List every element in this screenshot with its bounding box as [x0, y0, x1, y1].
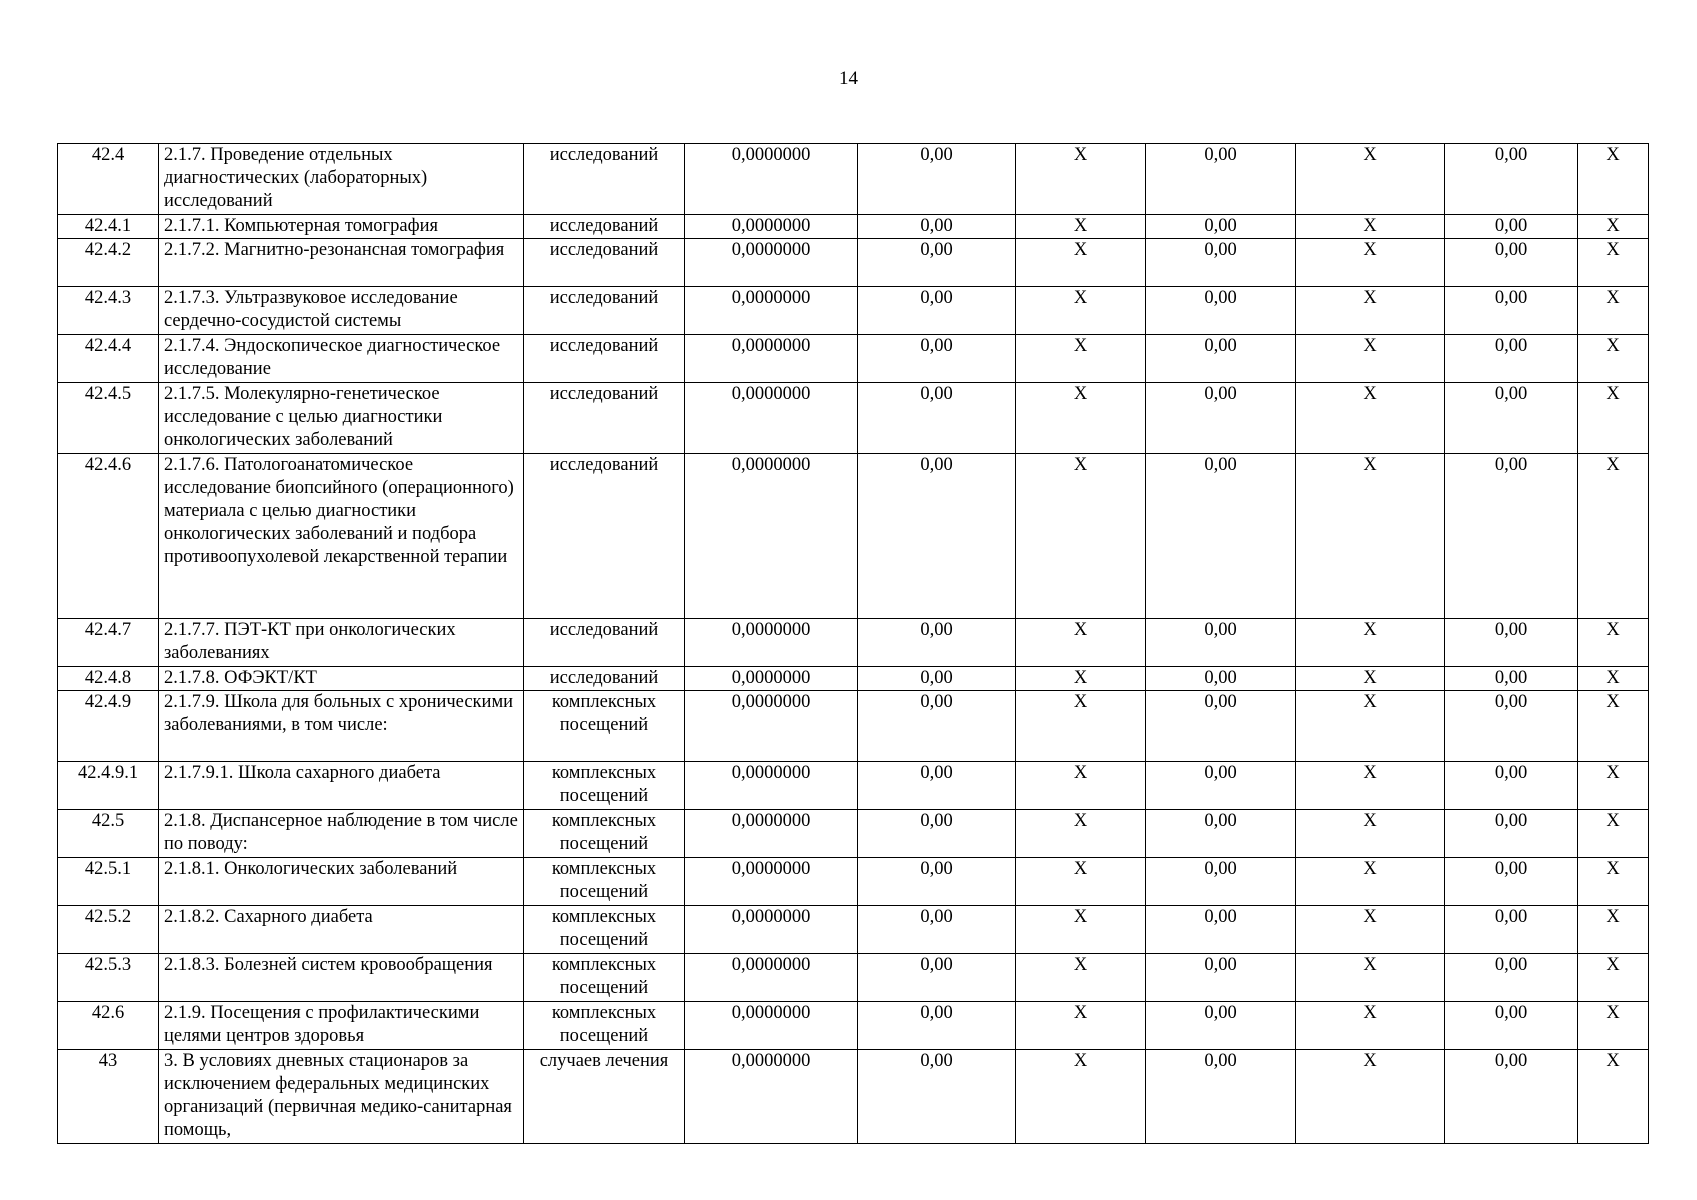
row-unit: случаев лечения [524, 1050, 685, 1144]
row-value-2: 0,00 [1146, 858, 1296, 906]
table-row [58, 810, 1649, 858]
row-value-1: 0,00 [858, 691, 1016, 762]
row-value-3: 0,00 [1445, 691, 1578, 762]
row-value-2: 0,00 [1146, 144, 1296, 215]
row-mark-3: X [1578, 383, 1649, 454]
row-value-1: 0,00 [858, 239, 1016, 287]
table-body [58, 144, 1649, 1144]
row-unit: комплексных посещений [524, 762, 685, 810]
row-mark-3: X [1578, 335, 1649, 383]
row-unit: комплексных посещений [524, 906, 685, 954]
row-number: 42.4.1 [58, 215, 159, 239]
row-mark-2: X [1296, 239, 1445, 287]
table-row [58, 667, 1649, 691]
row-mark-1: X [1016, 906, 1146, 954]
row-value-3: 0,00 [1445, 239, 1578, 287]
row-mark-3: X [1578, 762, 1649, 810]
row-number: 42.4 [58, 144, 159, 215]
table-row [58, 454, 1649, 619]
row-rate: 0,0000000 [685, 144, 858, 215]
row-value-1: 0,00 [858, 1002, 1016, 1050]
row-value-1: 0,00 [858, 667, 1016, 691]
row-mark-2: X [1296, 454, 1445, 619]
row-value-1: 0,00 [858, 906, 1016, 954]
row-mark-3: X [1578, 144, 1649, 215]
row-unit: исследований [524, 667, 685, 691]
table-row [58, 1002, 1649, 1050]
row-value-2: 0,00 [1146, 1050, 1296, 1144]
row-value-2: 0,00 [1146, 335, 1296, 383]
row-rate: 0,0000000 [685, 239, 858, 287]
row-value-3: 0,00 [1445, 954, 1578, 1002]
row-name: 2.1.9. Посещения с профилактическими целями центров здоровья [159, 1002, 524, 1050]
row-value-2: 0,00 [1146, 454, 1296, 619]
row-rate: 0,0000000 [685, 335, 858, 383]
row-mark-1: X [1016, 810, 1146, 858]
row-unit: исследований [524, 335, 685, 383]
row-value-3: 0,00 [1445, 858, 1578, 906]
row-number: 42.5.3 [58, 954, 159, 1002]
row-value-3: 0,00 [1445, 810, 1578, 858]
table-row [58, 144, 1649, 215]
row-value-1: 0,00 [858, 619, 1016, 667]
row-value-3: 0,00 [1445, 287, 1578, 335]
row-mark-2: X [1296, 1050, 1445, 1144]
row-unit: комплексных посещений [524, 954, 685, 1002]
row-rate: 0,0000000 [685, 667, 858, 691]
row-mark-2: X [1296, 287, 1445, 335]
row-mark-2: X [1296, 335, 1445, 383]
row-unit: исследований [524, 287, 685, 335]
row-number: 42.5.2 [58, 906, 159, 954]
row-mark-1: X [1016, 858, 1146, 906]
table-row [58, 287, 1649, 335]
row-unit: исследований [524, 619, 685, 667]
row-mark-1: X [1016, 144, 1146, 215]
row-mark-3: X [1578, 619, 1649, 667]
row-mark-1: X [1016, 383, 1146, 454]
row-mark-3: X [1578, 691, 1649, 762]
row-mark-1: X [1016, 239, 1146, 287]
row-name: 2.1.7.9.1. Школа сахарного диабета [159, 762, 524, 810]
row-name: 2.1.7.7. ПЭТ-КТ при онкологических заболеваниях [159, 619, 524, 667]
row-mark-1: X [1016, 287, 1146, 335]
row-rate: 0,0000000 [685, 691, 858, 762]
row-unit: исследований [524, 239, 685, 287]
row-mark-3: X [1578, 1002, 1649, 1050]
row-value-2: 0,00 [1146, 383, 1296, 454]
row-mark-3: X [1578, 454, 1649, 619]
row-number: 42.4.5 [58, 383, 159, 454]
row-mark-2: X [1296, 762, 1445, 810]
row-value-2: 0,00 [1146, 762, 1296, 810]
row-value-3: 0,00 [1445, 215, 1578, 239]
data-table [57, 143, 1649, 1144]
row-mark-3: X [1578, 858, 1649, 906]
row-value-1: 0,00 [858, 454, 1016, 619]
page-number: 14 [839, 68, 858, 89]
row-rate: 0,0000000 [685, 906, 858, 954]
row-value-2: 0,00 [1146, 667, 1296, 691]
row-value-3: 0,00 [1445, 619, 1578, 667]
row-mark-3: X [1578, 239, 1649, 287]
row-value-2: 0,00 [1146, 619, 1296, 667]
row-mark-3: X [1578, 810, 1649, 858]
row-mark-2: X [1296, 619, 1445, 667]
row-name: 2.1.7.9. Школа для больных с хроническими заболеваниями, в том числе: [159, 691, 524, 762]
row-value-3: 0,00 [1445, 667, 1578, 691]
row-rate: 0,0000000 [685, 762, 858, 810]
row-mark-1: X [1016, 1002, 1146, 1050]
row-value-3: 0,00 [1445, 335, 1578, 383]
table-row [58, 619, 1649, 667]
row-number: 42.5.1 [58, 858, 159, 906]
row-unit: комплексных посещений [524, 858, 685, 906]
row-number: 42.4.9.1 [58, 762, 159, 810]
row-name: 2.1.7. Проведение отдельных диагностических (лабораторных) исследований [159, 144, 524, 215]
row-rate: 0,0000000 [685, 454, 858, 619]
row-name: 2.1.7.4. Эндоскопическое диагностическое исследование [159, 335, 524, 383]
row-mark-2: X [1296, 954, 1445, 1002]
row-mark-2: X [1296, 144, 1445, 215]
row-rate: 0,0000000 [685, 1050, 858, 1144]
row-value-1: 0,00 [858, 335, 1016, 383]
row-value-3: 0,00 [1445, 906, 1578, 954]
row-mark-1: X [1016, 691, 1146, 762]
row-number: 42.6 [58, 1002, 159, 1050]
row-name: 2.1.7.1. Компьютерная томография [159, 215, 524, 239]
row-unit: исследований [524, 144, 685, 215]
row-value-3: 0,00 [1445, 454, 1578, 619]
row-name: 2.1.8. Диспансерное наблюдение в том числе по поводу: [159, 810, 524, 858]
row-rate: 0,0000000 [685, 1002, 858, 1050]
row-value-2: 0,00 [1146, 691, 1296, 762]
row-mark-3: X [1578, 667, 1649, 691]
row-unit: исследований [524, 383, 685, 454]
row-number: 42.5 [58, 810, 159, 858]
row-mark-3: X [1578, 954, 1649, 1002]
row-value-3: 0,00 [1445, 144, 1578, 215]
row-number: 42.4.6 [58, 454, 159, 619]
row-name: 2.1.7.3. Ультразвуковое исследование сердечно-сосудистой системы [159, 287, 524, 335]
row-value-1: 0,00 [858, 144, 1016, 215]
row-number: 42.4.9 [58, 691, 159, 762]
row-value-3: 0,00 [1445, 762, 1578, 810]
row-value-2: 0,00 [1146, 954, 1296, 1002]
row-value-3: 0,00 [1445, 383, 1578, 454]
row-mark-2: X [1296, 858, 1445, 906]
table-row [58, 858, 1649, 906]
row-name: 2.1.7.5. Молекулярно-генетическое исследование с целью диагностики онкологических заболеваний [159, 383, 524, 454]
row-mark-3: X [1578, 906, 1649, 954]
row-mark-1: X [1016, 335, 1146, 383]
row-mark-2: X [1296, 906, 1445, 954]
row-mark-2: X [1296, 691, 1445, 762]
row-value-1: 0,00 [858, 383, 1016, 454]
table-row [58, 239, 1649, 287]
row-name: 2.1.8.2. Сахарного диабета [159, 906, 524, 954]
row-mark-2: X [1296, 810, 1445, 858]
row-value-1: 0,00 [858, 287, 1016, 335]
row-mark-1: X [1016, 667, 1146, 691]
row-value-1: 0,00 [858, 762, 1016, 810]
row-number: 42.4.4 [58, 335, 159, 383]
row-rate: 0,0000000 [685, 619, 858, 667]
row-value-2: 0,00 [1146, 239, 1296, 287]
row-mark-2: X [1296, 215, 1445, 239]
row-value-3: 0,00 [1445, 1002, 1578, 1050]
row-mark-3: X [1578, 287, 1649, 335]
row-unit: исследований [524, 215, 685, 239]
row-mark-2: X [1296, 667, 1445, 691]
row-rate: 0,0000000 [685, 215, 858, 239]
row-mark-1: X [1016, 619, 1146, 667]
row-number: 42.4.3 [58, 287, 159, 335]
row-value-2: 0,00 [1146, 1002, 1296, 1050]
table-row [58, 1050, 1649, 1144]
row-rate: 0,0000000 [685, 954, 858, 1002]
row-mark-2: X [1296, 383, 1445, 454]
row-rate: 0,0000000 [685, 383, 858, 454]
row-name: 2.1.8.3. Болезней систем кровообращения [159, 954, 524, 1002]
row-value-1: 0,00 [858, 858, 1016, 906]
table-row [58, 954, 1649, 1002]
table-row [58, 762, 1649, 810]
row-rate: 0,0000000 [685, 858, 858, 906]
row-mark-2: X [1296, 1002, 1445, 1050]
row-mark-1: X [1016, 762, 1146, 810]
table-row [58, 906, 1649, 954]
row-name: 2.1.7.6. Патологоанатомическое исследование биопсийного (операционного) материала с целью диагностики онкологических заболеваний и подбора противоопухолевой лекарственной терапии [159, 454, 524, 619]
table-row [58, 335, 1649, 383]
row-unit: комплексных посещений [524, 1002, 685, 1050]
row-mark-1: X [1016, 1050, 1146, 1144]
row-unit: комплексных посещений [524, 810, 685, 858]
row-unit: комплексных посещений [524, 691, 685, 762]
row-value-2: 0,00 [1146, 287, 1296, 335]
row-rate: 0,0000000 [685, 287, 858, 335]
row-mark-3: X [1578, 215, 1649, 239]
row-value-1: 0,00 [858, 1050, 1016, 1144]
row-number: 42.4.7 [58, 619, 159, 667]
row-value-1: 0,00 [858, 810, 1016, 858]
row-mark-1: X [1016, 954, 1146, 1002]
row-name: 2.1.8.1. Онкологических заболеваний [159, 858, 524, 906]
row-number: 42.4.2 [58, 239, 159, 287]
row-number: 42.4.8 [58, 667, 159, 691]
row-value-1: 0,00 [858, 954, 1016, 1002]
row-name: 3. В условиях дневных стационаров за исключением федеральных медицинских организаций (первичная медико-санитарная помощь, [159, 1050, 524, 1144]
table-row [58, 691, 1649, 762]
row-mark-1: X [1016, 215, 1146, 239]
row-value-3: 0,00 [1445, 1050, 1578, 1144]
row-value-2: 0,00 [1146, 215, 1296, 239]
table-row [58, 215, 1649, 239]
row-unit: исследований [524, 454, 685, 619]
row-value-2: 0,00 [1146, 810, 1296, 858]
row-value-2: 0,00 [1146, 906, 1296, 954]
row-mark-1: X [1016, 454, 1146, 619]
row-rate: 0,0000000 [685, 810, 858, 858]
row-number: 43 [58, 1050, 159, 1144]
row-value-1: 0,00 [858, 215, 1016, 239]
row-name: 2.1.7.2. Магнитно-резонансная томография [159, 239, 524, 287]
table-row [58, 383, 1649, 454]
row-name: 2.1.7.8. ОФЭКТ/КТ [159, 667, 524, 691]
row-mark-3: X [1578, 1050, 1649, 1144]
